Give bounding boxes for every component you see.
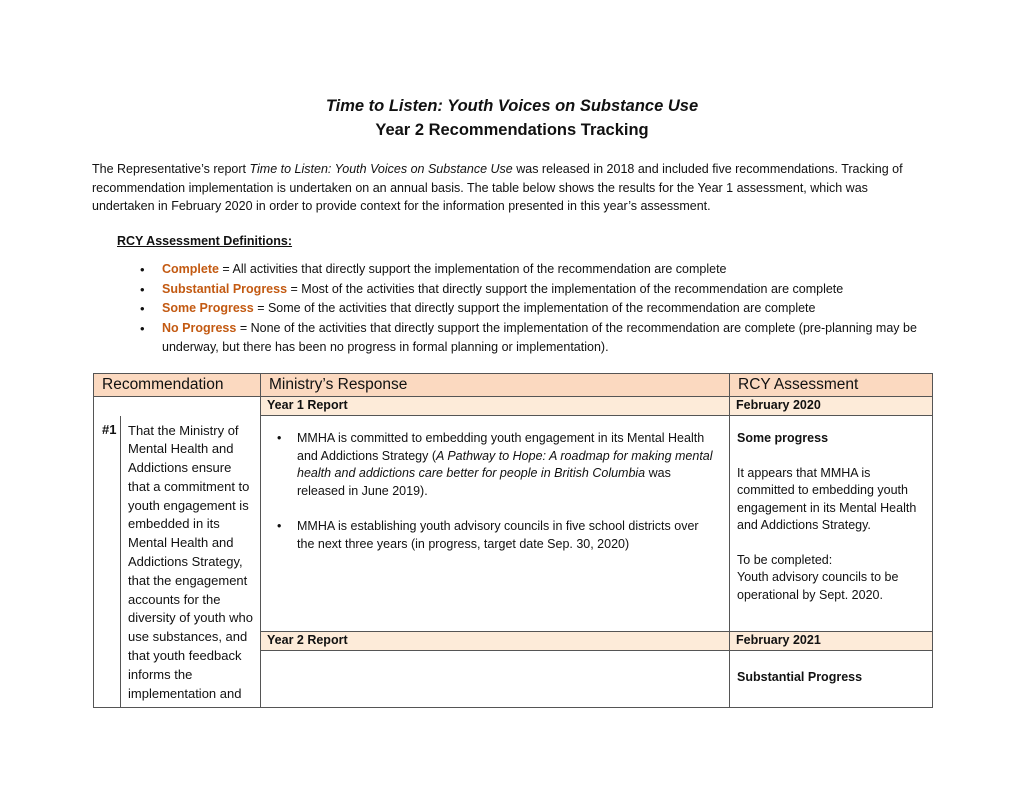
document-title: Time to Listen: Youth Voices on Substance Use — [325, 97, 699, 115]
definition-item — [140, 280, 930, 300]
definition-item — [140, 319, 930, 358]
year1-content-row — [94, 416, 933, 632]
year1-response — [261, 416, 730, 632]
year2-label: Year 2 Report — [261, 632, 730, 651]
bullet-icon: • — [277, 519, 282, 533]
intro-text-rest: was released in 2018 and included five recommendations. Tracking of recommendation implementation is undertaken on an annual basis. The table below shows the results for the Year 1 assessment, which was undertaken in February 2020 in order to provide context for the information presented in this year’s assessment. — [92, 162, 903, 213]
to-be-completed-label: To be completed: — [737, 552, 833, 567]
year2-response — [261, 651, 730, 708]
definition-term: Some Progress — [162, 301, 254, 315]
intro-text-start: The Representative’s report — [92, 162, 250, 176]
bullet-icon: • — [140, 281, 145, 297]
year1-assessment — [730, 416, 933, 632]
year1-date: February 2020 — [730, 397, 933, 416]
response-text: MMHA is committed to embedding youth engagement in its Mental Health and Addictions Strategy ( — [297, 431, 705, 463]
recommendation-spacer — [94, 397, 261, 416]
assessment-status: Substantial Progress — [737, 670, 863, 684]
definition-text: = Some of the activities that directly support the implementation of the recommendation are complete — [253, 301, 816, 315]
response-text: was released in June 2019). — [297, 466, 671, 498]
year1-subheader-row — [94, 397, 933, 416]
definition-item — [140, 299, 930, 319]
bullet-icon: • — [140, 262, 145, 277]
definition-text: = None of the activities that directly support the implementation of the recommendation are complete (pre-planning may be underway, but there has been no progress in formal planning or implementation). — [162, 320, 917, 354]
definition-text: = Most of the activities that directly support the implementation of the recommendation are complete — [287, 281, 844, 296]
header-rcy-assessment: RCY Assessment — [730, 374, 933, 397]
definition-term: Complete — [162, 262, 219, 276]
assessment-status: Some progress — [737, 431, 829, 445]
response-text: MMHA is establishing youth advisory councils in five school districts over the next three years (in progress, target date Sep. 30, 2020) — [297, 519, 699, 551]
bullet-icon: • — [140, 301, 145, 316]
definitions-list — [140, 260, 930, 358]
recommendation-text: That the Ministry of Mental Health and Addictions ensure that a commitment to youth engagement is embedded in its Mental Health and Addictions Strategy, that the engagement accounts for the diversity of youth who use substances, and that youth feedback informs the implementation and — [121, 416, 261, 708]
document-subtitle: Year 2 Recommendations Tracking — [375, 121, 649, 139]
year2-date: February 2021 — [730, 632, 933, 651]
intro-paragraph — [92, 160, 932, 216]
bullet-icon: • — [140, 320, 145, 336]
tracking-table-wrapper — [93, 373, 932, 708]
header-recommendation: Recommendation — [94, 374, 261, 397]
response-italic-text: A Pathway to Hope: A roadmap for making mental health and addictions care better for people in British Columbia — [297, 448, 713, 480]
header-ministry-response: Ministry’s Response — [261, 374, 730, 397]
definition-term: Substantial Progress — [162, 281, 288, 296]
table-header-row — [94, 374, 933, 397]
bullet-icon: • — [277, 431, 282, 445]
definitions-heading: RCY Assessment Definitions: — [117, 234, 293, 248]
response-bullet — [269, 518, 719, 553]
recommendation-number: #1 — [94, 416, 121, 708]
tracking-table — [93, 373, 933, 708]
definition-text: = All activities that directly support the implementation of the recommendation are complete — [218, 262, 727, 276]
intro-report-name: Time to Listen: Youth Voices on Substance Use — [249, 162, 513, 176]
definition-term: No Progress — [162, 320, 237, 335]
definition-item — [140, 260, 930, 280]
year2-assessment — [730, 651, 933, 708]
assessment-text: It appears that MMHA is committed to embedding youth engagement in its Mental Health and Addictions Strategy. — [737, 465, 917, 532]
to-be-completed-text: Youth advisory councils to be operational by Sept. 2020. — [737, 570, 899, 602]
year1-label: Year 1 Report — [261, 397, 730, 416]
response-bullet — [269, 430, 719, 500]
